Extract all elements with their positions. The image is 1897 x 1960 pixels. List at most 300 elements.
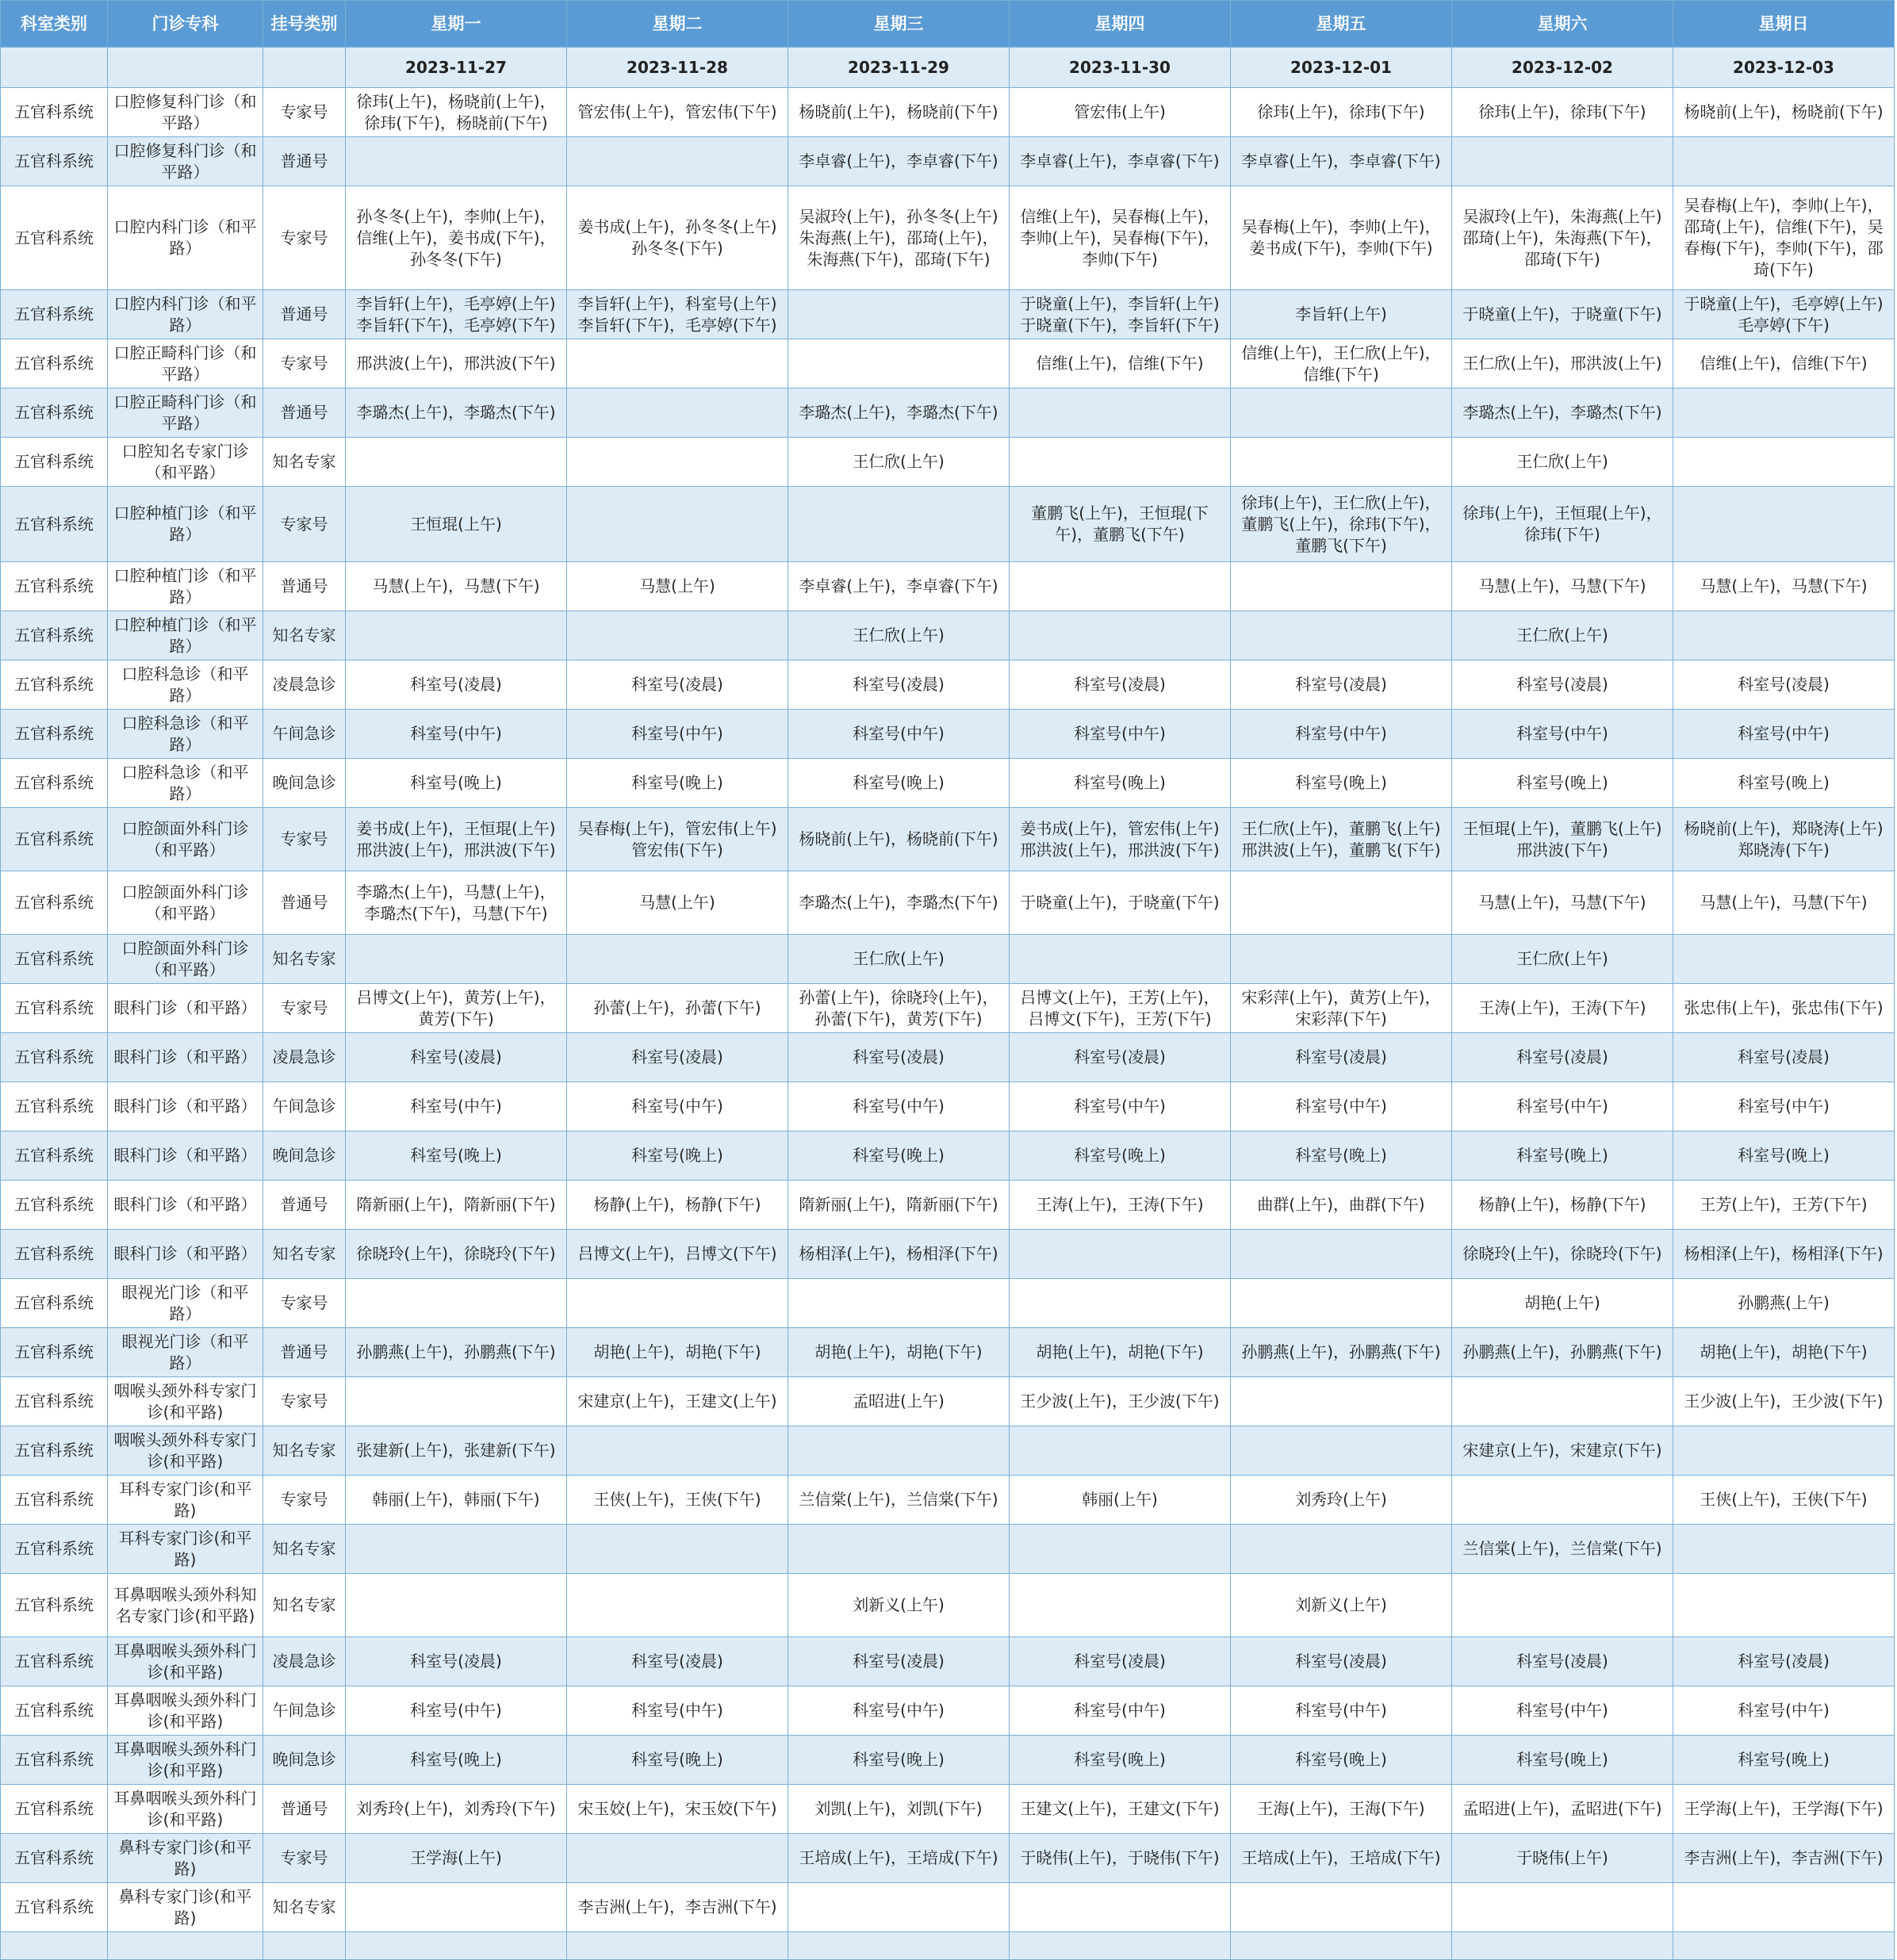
- cell-registration-type: 知名专家: [263, 1426, 346, 1476]
- cell-monday: [346, 1883, 567, 1932]
- cell-thursday: 于晓童(上午)，于晓童(下午): [1010, 871, 1231, 935]
- table-row: [1, 88, 1895, 137]
- cell-tuesday: [567, 339, 788, 389]
- cell-tuesday: 科室号(晚上): [567, 1131, 788, 1181]
- cell-wednesday: [788, 339, 1010, 389]
- cell-friday: 王海(上午)，王海(下午): [1231, 1785, 1452, 1834]
- cell-friday: [1231, 1883, 1452, 1932]
- cell-friday: 徐玮(上午)，徐玮(下午): [1231, 88, 1452, 137]
- cell-clinic-specialty: 口腔修复科门诊（和平路）: [108, 137, 263, 186]
- cell-wednesday: 李卓睿(上午)，李卓睿(下午): [788, 137, 1010, 186]
- cell-department-category: 五官科系统: [1, 137, 108, 186]
- cell-wednesday: [788, 1883, 1010, 1932]
- cell-clinic-specialty: 口腔科急诊（和平路）: [108, 710, 263, 759]
- cell-registration-type: 专家号: [263, 1834, 346, 1883]
- table-row: [1, 935, 1895, 984]
- cell-department-category: 五官科系统: [1, 660, 108, 710]
- cell-wednesday: [788, 290, 1010, 339]
- table-row: [1, 1033, 1895, 1082]
- cell-wednesday: 李卓睿(上午)，李卓睿(下午): [788, 562, 1010, 611]
- cell-clinic-specialty: 口腔颌面外科门诊（和平路）: [108, 808, 263, 871]
- cell-registration-type: 普通号: [263, 871, 346, 935]
- column-header-clinic-specialty: 门诊专科: [108, 1, 263, 48]
- cell-saturday: [1452, 1574, 1673, 1637]
- cell-tuesday: [567, 389, 788, 438]
- cell-clinic-specialty: 咽喉头颈外科专家门诊(和平路): [108, 1377, 263, 1426]
- cell-saturday: [1452, 1377, 1673, 1426]
- cell-clinic-specialty: 眼科门诊（和平路）: [108, 1131, 263, 1181]
- cell-registration-type: 知名专家: [263, 611, 346, 660]
- cell-saturday: 孟昭进(上午)，孟昭进(下午): [1452, 1785, 1673, 1834]
- cell-thursday: 科室号(中午): [1010, 1686, 1231, 1736]
- cell-registration-type: 晚间急诊: [263, 1736, 346, 1785]
- cell-clinic-specialty: 口腔修复科门诊（和平路）: [108, 88, 263, 137]
- cell-sunday: 张忠伟(上午)，张忠伟(下午): [1673, 984, 1895, 1033]
- cell-clinic-specialty: 口腔正畸科门诊（和平路）: [108, 339, 263, 389]
- date-row: [1, 48, 1895, 88]
- cell-sunday: 马慧(上午)，马慧(下午): [1673, 871, 1895, 935]
- cell-monday: 李璐杰(上午)，李璐杰(下午): [346, 389, 567, 438]
- cell-thursday: [1010, 611, 1231, 660]
- cell-wednesday: 科室号(晚上): [788, 759, 1010, 808]
- cell-thursday: [1010, 438, 1231, 487]
- cell-friday: [1231, 611, 1452, 660]
- cell-friday: 科室号(中午): [1231, 1082, 1452, 1131]
- cell-wednesday: 王仁欣(上午): [788, 935, 1010, 984]
- cell-friday: 王培成(上午)，王培成(下午): [1231, 1834, 1452, 1883]
- cell-clinic-specialty: 耳科专家门诊(和平路): [108, 1525, 263, 1574]
- cell-tuesday: 李旨轩(上午)，科室号(上午)李旨轩(下午)，毛亭婷(下午): [567, 290, 788, 339]
- cell-wednesday: [788, 1932, 1010, 1960]
- cell-sunday: 科室号(中午): [1673, 1082, 1895, 1131]
- cell-clinic-specialty: 口腔内科门诊（和平路）: [108, 290, 263, 339]
- cell-department-category: 五官科系统: [1, 186, 108, 290]
- cell-sunday: [1673, 137, 1895, 186]
- cell-tuesday: 宋建京(上午)，王建文(上午): [567, 1377, 788, 1426]
- cell-tuesday: [567, 1525, 788, 1574]
- cell-thursday: 王少波(上午)，王少波(下午): [1010, 1377, 1231, 1426]
- cell-department-category: 五官科系统: [1, 339, 108, 389]
- cell-monday: [346, 1574, 567, 1637]
- cell-tuesday: 管宏伟(上午)，管宏伟(下午): [567, 88, 788, 137]
- cell-tuesday: 科室号(中午): [567, 1082, 788, 1131]
- cell-saturday: 科室号(凌晨): [1452, 660, 1673, 710]
- cell-thursday: 吕博文(上午)，王芳(上午)，吕博文(下午)，王芳(下午): [1010, 984, 1231, 1033]
- cell-department-category: 五官科系统: [1, 88, 108, 137]
- cell-wednesday: 王仁欣(上午): [788, 438, 1010, 487]
- cell-friday: 科室号(晚上): [1231, 759, 1452, 808]
- cell-saturday: 王仁欣(上午): [1452, 935, 1673, 984]
- cell-registration-type: 专家号: [263, 186, 346, 290]
- cell-clinic-specialty: 口腔知名专家门诊（和平路）: [108, 438, 263, 487]
- cell-wednesday: 王培成(上午)，王培成(下午): [788, 1834, 1010, 1883]
- cell-clinic-specialty: [108, 1932, 263, 1960]
- cell-clinic-specialty: 口腔种植门诊（和平路）: [108, 611, 263, 660]
- cell-clinic-specialty: 眼科门诊（和平路）: [108, 1230, 263, 1279]
- date-cell-monday: 2023-11-27: [346, 48, 567, 88]
- cell-sunday: 科室号(凌晨): [1673, 1637, 1895, 1686]
- cell-registration-type: 专家号: [263, 984, 346, 1033]
- cell-registration-type: 专家号: [263, 339, 346, 389]
- cell-department-category: 五官科系统: [1, 1181, 108, 1230]
- cell-registration-type: 专家号: [263, 1279, 346, 1328]
- cell-sunday: 李吉洲(上午)，李吉洲(下午): [1673, 1834, 1895, 1883]
- cell-registration-type: 普通号: [263, 1181, 346, 1230]
- cell-thursday: 信维(上午)，吴春梅(上午)，李帅(上午)，吴春梅(下午)，李帅(下午): [1010, 186, 1231, 290]
- cell-wednesday: 科室号(凌晨): [788, 1637, 1010, 1686]
- cell-monday: 吕博文(上午)，黄芳(上午)，黄芳(下午): [346, 984, 567, 1033]
- cell-sunday: [1673, 487, 1895, 562]
- cell-saturday: 马慧(上午)，马慧(下午): [1452, 562, 1673, 611]
- cell-monday: 徐晓玲(上午)，徐晓玲(下午): [346, 1230, 567, 1279]
- cell-wednesday: 科室号(中午): [788, 1082, 1010, 1131]
- cell-clinic-specialty: 眼科门诊（和平路）: [108, 1033, 263, 1082]
- cell-registration-type: 凌晨急诊: [263, 1637, 346, 1686]
- cell-clinic-specialty: 鼻科专家门诊(和平路): [108, 1883, 263, 1932]
- table-row: [1, 290, 1895, 339]
- cell-friday: 信维(上午)，王仁欣(上午)，信维(下午): [1231, 339, 1452, 389]
- cell-registration-type: 普通号: [263, 389, 346, 438]
- cell-monday: 张建新(上午)，张建新(下午): [346, 1426, 567, 1476]
- cell-monday: 王学海(上午): [346, 1834, 567, 1883]
- cell-tuesday: 吴春梅(上午)，管宏伟(上午)管宏伟(下午): [567, 808, 788, 871]
- column-header-saturday: 星期六: [1452, 1, 1673, 48]
- cell-friday: [1231, 389, 1452, 438]
- cell-sunday: 吴春梅(上午)，李帅(上午)，邵琦(上午)，信维(下午)，吴春梅(下午)，李帅(下午)，邵琦(下午): [1673, 186, 1895, 290]
- cell-sunday: 科室号(中午): [1673, 1686, 1895, 1736]
- cell-sunday: 王侠(上午)，王侠(下午): [1673, 1476, 1895, 1525]
- cell-thursday: 韩丽(上午): [1010, 1476, 1231, 1525]
- cell-friday: [1231, 438, 1452, 487]
- cell-wednesday: 刘凯(上午)，刘凯(下午): [788, 1785, 1010, 1834]
- cell-department-category: 五官科系统: [1, 808, 108, 871]
- cell-tuesday: [567, 1932, 788, 1960]
- cell-tuesday: 科室号(凌晨): [567, 1033, 788, 1082]
- cell-monday: 邢洪波(上午)，邢洪波(下午): [346, 339, 567, 389]
- cell-friday: 科室号(凌晨): [1231, 1637, 1452, 1686]
- cell-monday: 科室号(凌晨): [346, 1637, 567, 1686]
- cell-registration-type: 普通号: [263, 290, 346, 339]
- cell-sunday: 杨晓前(上午)，郑晓涛(上午)郑晓涛(下午): [1673, 808, 1895, 871]
- cell-saturday: 王恒琨(上午)，董鹏飞(上午)邢洪波(下午): [1452, 808, 1673, 871]
- cell-friday: 科室号(凌晨): [1231, 1033, 1452, 1082]
- cell-registration-type: 知名专家: [263, 935, 346, 984]
- cell-tuesday: 科室号(中午): [567, 1686, 788, 1736]
- cell-sunday: 科室号(凌晨): [1673, 660, 1895, 710]
- cell-thursday: 科室号(中午): [1010, 1082, 1231, 1131]
- cell-wednesday: 胡艳(上午)，胡艳(下午): [788, 1328, 1010, 1377]
- cell-thursday: 科室号(晚上): [1010, 1736, 1231, 1785]
- table-row: [1, 611, 1895, 660]
- cell-tuesday: 科室号(凌晨): [567, 660, 788, 710]
- cell-monday: 李璐杰(上午)，马慧(上午)，李璐杰(下午)，马慧(下午): [346, 871, 567, 935]
- cell-friday: 科室号(晚上): [1231, 1131, 1452, 1181]
- cell-sunday: [1673, 935, 1895, 984]
- cell-tuesday: 宋玉姣(上午)，宋玉姣(下午): [567, 1785, 788, 1834]
- cell-tuesday: 孙蕾(上午)，孙蕾(下午): [567, 984, 788, 1033]
- cell-saturday: 徐玮(上午)，王恒琨(上午)，徐玮(下午): [1452, 487, 1673, 562]
- table-row: [1, 339, 1895, 389]
- cell-wednesday: 科室号(凌晨): [788, 660, 1010, 710]
- cell-monday: [346, 438, 567, 487]
- cell-friday: 刘新义(上午): [1231, 1574, 1452, 1637]
- cell-registration-type: 知名专家: [263, 1574, 346, 1637]
- cell-clinic-specialty: 口腔颌面外科门诊（和平路）: [108, 935, 263, 984]
- cell-sunday: 科室号(中午): [1673, 710, 1895, 759]
- cell-monday: [346, 1279, 567, 1328]
- table-row: [1, 1181, 1895, 1230]
- column-header-wednesday: 星期三: [788, 1, 1010, 48]
- table-row: [1, 1736, 1895, 1785]
- cell-clinic-specialty: 耳科专家门诊(和平路): [108, 1476, 263, 1525]
- cell-sunday: [1673, 1574, 1895, 1637]
- cell-thursday: 姜书成(上午)，管宏伟(上午)邢洪波(上午)，邢洪波(下午): [1010, 808, 1231, 871]
- cell-thursday: [1010, 1525, 1231, 1574]
- date-cell-saturday: 2023-12-02: [1452, 48, 1673, 88]
- cell-registration-type: 专家号: [263, 1476, 346, 1525]
- cell-wednesday: 科室号(中午): [788, 710, 1010, 759]
- cell-sunday: [1673, 611, 1895, 660]
- cell-registration-type: 专家号: [263, 808, 346, 871]
- cell-wednesday: 科室号(晚上): [788, 1131, 1010, 1181]
- cell-monday: 科室号(中午): [346, 1082, 567, 1131]
- cell-monday: 王恒琨(上午): [346, 487, 567, 562]
- cell-department-category: 五官科系统: [1, 759, 108, 808]
- cell-saturday: 宋建京(上午)，宋建京(下午): [1452, 1426, 1673, 1476]
- cell-thursday: 科室号(晚上): [1010, 1131, 1231, 1181]
- cell-friday: [1231, 1932, 1452, 1960]
- cell-department-category: 五官科系统: [1, 871, 108, 935]
- cell-tuesday: [567, 1426, 788, 1476]
- cell-saturday: 于晓童(上午)，于晓童(下午): [1452, 290, 1673, 339]
- cell-department-category: 五官科系统: [1, 1377, 108, 1426]
- cell-registration-type: 晚间急诊: [263, 759, 346, 808]
- cell-tuesday: [567, 438, 788, 487]
- cell-department-category: 五官科系统: [1, 1328, 108, 1377]
- cell-sunday: 科室号(凌晨): [1673, 1033, 1895, 1082]
- cell-friday: 吴春梅(上午)，李帅(上午)，姜书成(下午)，李帅(下午): [1231, 186, 1452, 290]
- table-row: [1, 808, 1895, 871]
- cell-department-category: 五官科系统: [1, 562, 108, 611]
- table-row: [1, 1686, 1895, 1736]
- cell-saturday: [1452, 1476, 1673, 1525]
- cell-friday: 王仁欣(上午)，董鹏飞(上午)邢洪波(上午)，董鹏飞(下午): [1231, 808, 1452, 871]
- cell-registration-type: 知名专家: [263, 1230, 346, 1279]
- table-row: [1, 710, 1895, 759]
- cell-monday: 孙鹏燕(上午)，孙鹏燕(下午): [346, 1328, 567, 1377]
- cell-department-category: 五官科系统: [1, 1736, 108, 1785]
- cell-registration-type: 午间急诊: [263, 1082, 346, 1131]
- cell-department-category: 五官科系统: [1, 984, 108, 1033]
- cell-clinic-specialty: 鼻科专家门诊(和平路): [108, 1834, 263, 1883]
- cell-tuesday: [567, 1574, 788, 1637]
- cell-saturday: 王仁欣(上午): [1452, 438, 1673, 487]
- cell-sunday: 科室号(晚上): [1673, 1131, 1895, 1181]
- cell-sunday: 胡艳(上午)，胡艳(下午): [1673, 1328, 1895, 1377]
- column-header-monday: 星期一: [346, 1, 567, 48]
- cell-registration-type: 普通号: [263, 1328, 346, 1377]
- cell-monday: 科室号(中午): [346, 710, 567, 759]
- date-cell-sunday: 2023-12-03: [1673, 48, 1895, 88]
- cell-department-category: 五官科系统: [1, 1131, 108, 1181]
- column-header-friday: 星期五: [1231, 1, 1452, 48]
- cell-sunday: 马慧(上午)，马慧(下午): [1673, 562, 1895, 611]
- cell-friday: 徐玮(上午)，王仁欣(上午)，董鹏飞(上午)，徐玮(下午)，董鹏飞(下午): [1231, 487, 1452, 562]
- table-row: [1, 1785, 1895, 1834]
- cell-sunday: 王学海(上午)，王学海(下午): [1673, 1785, 1895, 1834]
- cell-sunday: [1673, 389, 1895, 438]
- cell-sunday: [1673, 1883, 1895, 1932]
- cell-clinic-specialty: 口腔颌面外科门诊（和平路）: [108, 871, 263, 935]
- cell-tuesday: [567, 137, 788, 186]
- table-row: [1, 871, 1895, 935]
- table-row: [1, 562, 1895, 611]
- cell-saturday: 王涛(上午)，王涛(下午): [1452, 984, 1673, 1033]
- cell-registration-type: 普通号: [263, 1785, 346, 1834]
- cell-friday: [1231, 1230, 1452, 1279]
- cell-wednesday: [788, 1426, 1010, 1476]
- cell-clinic-specialty: 咽喉头颈外科专家门诊(和平路): [108, 1426, 263, 1476]
- cell-wednesday: [788, 487, 1010, 562]
- cell-tuesday: 科室号(中午): [567, 710, 788, 759]
- cell-monday: 科室号(晚上): [346, 759, 567, 808]
- cell-department-category: 五官科系统: [1, 1637, 108, 1686]
- cell-thursday: 胡艳(上午)，胡艳(下午): [1010, 1328, 1231, 1377]
- cell-tuesday: 科室号(凌晨): [567, 1637, 788, 1686]
- cell-friday: 刘秀玲(上午): [1231, 1476, 1452, 1525]
- cell-department-category: 五官科系统: [1, 1686, 108, 1736]
- cell-department-category: 五官科系统: [1, 710, 108, 759]
- cell-thursday: 信维(上午)，信维(下午): [1010, 339, 1231, 389]
- cell-sunday: 王芳(上午)，王芳(下午): [1673, 1181, 1895, 1230]
- table-row: [1, 438, 1895, 487]
- cell-clinic-specialty: 眼科门诊（和平路）: [108, 1082, 263, 1131]
- cell-clinic-specialty: 眼视光门诊（和平路）: [108, 1328, 263, 1377]
- cell-saturday: 科室号(中午): [1452, 1686, 1673, 1736]
- cell-monday: 科室号(中午): [346, 1686, 567, 1736]
- cell-friday: 科室号(中午): [1231, 710, 1452, 759]
- cell-registration-type: 午间急诊: [263, 710, 346, 759]
- table-row: [1, 1883, 1895, 1932]
- cell-monday: 李旨轩(上午)，毛亭婷(上午)李旨轩(下午)，毛亭婷(下午): [346, 290, 567, 339]
- date-cell-clinic-specialty: [108, 48, 263, 88]
- cell-department-category: 五官科系统: [1, 1426, 108, 1476]
- cell-tuesday: 科室号(晚上): [567, 759, 788, 808]
- cell-department-category: 五官科系统: [1, 1525, 108, 1574]
- cell-registration-type: 专家号: [263, 487, 346, 562]
- cell-saturday: 兰信棠(上午)，兰信棠(下午): [1452, 1525, 1673, 1574]
- cell-saturday: 徐玮(上午)，徐玮(下午): [1452, 88, 1673, 137]
- cell-saturday: 马慧(上午)，马慧(下午): [1452, 871, 1673, 935]
- table-row: [1, 1637, 1895, 1686]
- cell-registration-type: 专家号: [263, 1377, 346, 1426]
- cell-sunday: 于晓童(上午)，毛亭婷(上午)毛亭婷(下午): [1673, 290, 1895, 339]
- cell-friday: 科室号(中午): [1231, 1686, 1452, 1736]
- cell-clinic-specialty: 口腔种植门诊（和平路）: [108, 487, 263, 562]
- cell-tuesday: [567, 1834, 788, 1883]
- cell-saturday: 孙鹏燕(上午)，孙鹏燕(下午): [1452, 1328, 1673, 1377]
- cell-department-category: 五官科系统: [1, 1279, 108, 1328]
- cell-monday: [346, 611, 567, 660]
- cell-friday: 李卓睿(上午)，李卓睿(下午): [1231, 137, 1452, 186]
- cell-thursday: 于晓伟(上午)，于晓伟(下午): [1010, 1834, 1231, 1883]
- cell-saturday: 徐晓玲(上午)，徐晓玲(下午): [1452, 1230, 1673, 1279]
- cell-tuesday: 马慧(上午): [567, 871, 788, 935]
- cell-clinic-specialty: 口腔科急诊（和平路）: [108, 660, 263, 710]
- cell-wednesday: 杨晓前(上午)，杨晓前(下午): [788, 88, 1010, 137]
- cell-monday: 科室号(晚上): [346, 1736, 567, 1785]
- cell-department-category: 五官科系统: [1, 611, 108, 660]
- cell-department-category: 五官科系统: [1, 1883, 108, 1932]
- cell-saturday: 杨静(上午)，杨静(下午): [1452, 1181, 1673, 1230]
- cell-wednesday: 刘新义(上午): [788, 1574, 1010, 1637]
- cell-wednesday: 李璐杰(上午)，李璐杰(下午): [788, 389, 1010, 438]
- table-row: [1, 1230, 1895, 1279]
- cell-tuesday: [567, 1279, 788, 1328]
- cell-department-category: [1, 1932, 108, 1960]
- cell-department-category: 五官科系统: [1, 1230, 108, 1279]
- table-row: [1, 1131, 1895, 1181]
- cell-tuesday: [567, 611, 788, 660]
- table-row: [1, 389, 1895, 438]
- cell-saturday: 科室号(凌晨): [1452, 1637, 1673, 1686]
- table-row: [1, 1377, 1895, 1426]
- table-row: [1, 1082, 1895, 1131]
- date-cell-tuesday: 2023-11-28: [567, 48, 788, 88]
- cell-monday: [346, 935, 567, 984]
- cell-wednesday: 杨相泽(上午)，杨相泽(下午): [788, 1230, 1010, 1279]
- cell-wednesday: 科室号(凌晨): [788, 1033, 1010, 1082]
- cell-friday: 科室号(凌晨): [1231, 660, 1452, 710]
- cell-monday: 徐玮(上午)，杨晓前(上午)，徐玮(下午)，杨晓前(下午): [346, 88, 567, 137]
- cell-wednesday: 兰信棠(上午)，兰信棠(下午): [788, 1476, 1010, 1525]
- cell-clinic-specialty: 口腔正畸科门诊（和平路）: [108, 389, 263, 438]
- cell-tuesday: 科室号(晚上): [567, 1736, 788, 1785]
- cell-sunday: [1673, 1932, 1895, 1960]
- table-row: [1, 1932, 1895, 1960]
- cell-department-category: 五官科系统: [1, 1082, 108, 1131]
- cell-clinic-specialty: 耳鼻咽喉头颈外科门诊(和平路): [108, 1637, 263, 1686]
- cell-saturday: 科室号(凌晨): [1452, 1033, 1673, 1082]
- table-row: [1, 186, 1895, 290]
- column-header-department-category: 科室类别: [1, 1, 108, 48]
- cell-tuesday: 吕博文(上午)，吕博文(下午): [567, 1230, 788, 1279]
- cell-sunday: 科室号(晚上): [1673, 759, 1895, 808]
- cell-department-category: 五官科系统: [1, 290, 108, 339]
- cell-sunday: 王少波(上午)，王少波(下午): [1673, 1377, 1895, 1426]
- cell-registration-type: 知名专家: [263, 438, 346, 487]
- cell-clinic-specialty: 耳鼻咽喉头颈外科门诊(和平路): [108, 1785, 263, 1834]
- cell-friday: [1231, 1377, 1452, 1426]
- cell-registration-type: [263, 1932, 346, 1960]
- cell-sunday: 杨相泽(上午)，杨相泽(下午): [1673, 1230, 1895, 1279]
- date-cell-registration-type: [263, 48, 346, 88]
- cell-registration-type: 知名专家: [263, 1883, 346, 1932]
- cell-department-category: 五官科系统: [1, 935, 108, 984]
- cell-wednesday: 杨晓前(上午)，杨晓前(下午): [788, 808, 1010, 871]
- cell-friday: 宋彩萍(上午)，黄芳(上午)，宋彩萍(下午): [1231, 984, 1452, 1033]
- cell-friday: [1231, 562, 1452, 611]
- table-row: [1, 660, 1895, 710]
- cell-registration-type: 午间急诊: [263, 1686, 346, 1736]
- table-row: [1, 1426, 1895, 1476]
- cell-saturday: 吴淑玲(上午)，朱海燕(上午)邵琦(上午)，朱海燕(下午)，邵琦(下午): [1452, 186, 1673, 290]
- table-row: [1, 759, 1895, 808]
- cell-tuesday: 杨静(上午)，杨静(下午): [567, 1181, 788, 1230]
- cell-clinic-specialty: 眼科门诊（和平路）: [108, 984, 263, 1033]
- cell-thursday: [1010, 562, 1231, 611]
- cell-thursday: [1010, 1426, 1231, 1476]
